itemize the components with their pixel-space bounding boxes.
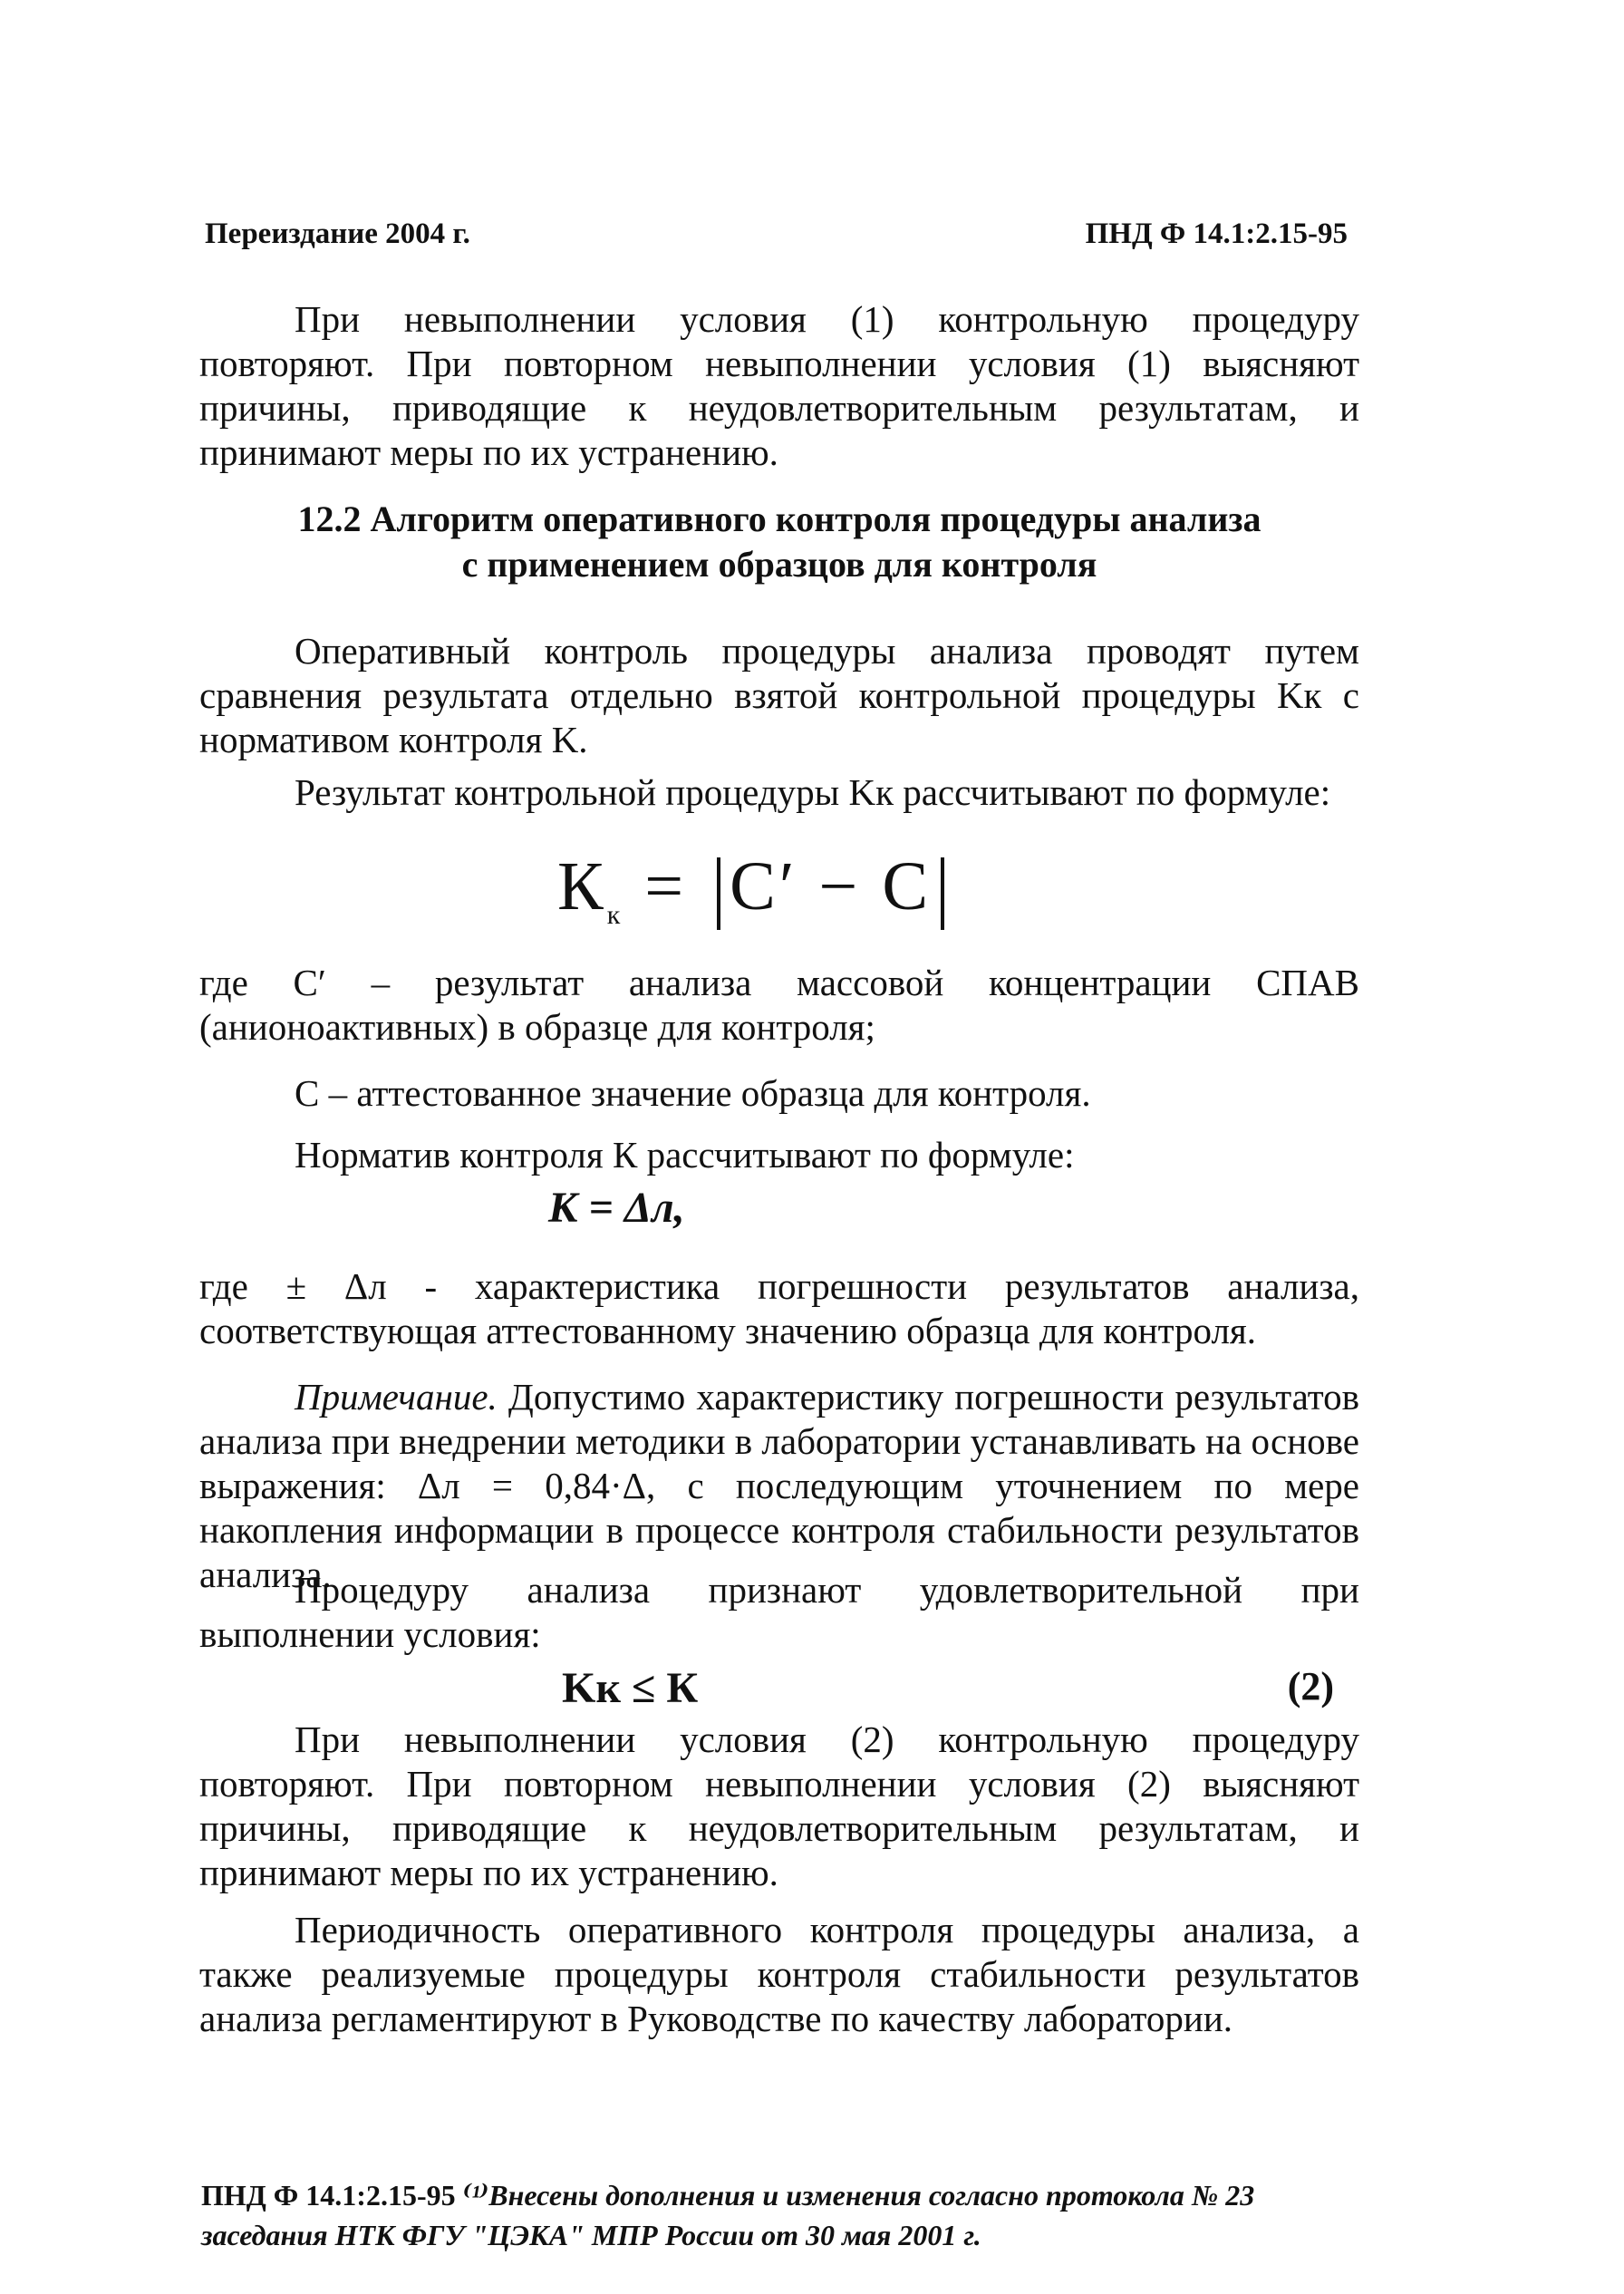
formula-kk [557, 847, 953, 931]
formula-kk-term2: С [882, 848, 933, 924]
equation-number-2: (2) [1287, 1664, 1334, 1708]
paragraph-control-result: Результат контрольной процедуры Kк рассчитывают по формуле: [295, 771, 1331, 813]
paragraph-where-c-prime: где С′ – результат анализа массовой концентрации СПАВ (анионоактивных) в образце для контроля; [199, 962, 1359, 1048]
footer-note-line-2: заседания НТК ФГУ "ЦЭКА" МПР России от 30 мая 2001 г. [201, 2219, 981, 2251]
abs-bar-right [941, 857, 944, 930]
paragraph-where-c: С – аттестованное значение образца для контроля. [295, 1072, 1091, 1114]
formula-kk-term1: С′ [730, 848, 798, 924]
paragraph-repeat-condition-1: При невыполнении условия (1) контрольную процедуру повторяют. При повторном невыполнении условия (1) выясняют причины, приводящие к неудовлетворительным результатам, и принимают меры по их устранению. [199, 298, 1359, 473]
footer-note [201, 2175, 1379, 2255]
paragraph-satisfactory-condition: Процедуру анализа признают удовлетворительной при выполнении условия: [199, 1569, 1359, 1655]
abs-bar-left [717, 857, 720, 930]
paragraph-repeat-condition-2: При невыполнении условия (2) контрольную процедуру повторяют. При повторном невыполнении условия (2) выясняют причины, приводящие к неудовлетворительным результатам, и принимают меры по их устранению. [199, 1718, 1359, 1893]
section-title-line-2: с применением образцов для контроля [461, 544, 1097, 585]
section-title [199, 497, 1359, 587]
paragraph-note [199, 1375, 1359, 1597]
header-document-code: ПНД Ф 14.1:2.15-95 [1085, 218, 1348, 250]
paragraph-norm-formula: Норматив контроля К рассчитывают по формуле: [295, 1134, 1075, 1176]
note-label: Примечание. [295, 1376, 498, 1418]
paragraph-periodicity: Периодичность оперативного контроля процедуры анализа, а также реализуемые процедуры контроля стабильности результатов анализа регламентируют в Руководстве по качеству лаборатории. [199, 1909, 1359, 2039]
formula-kk-equals: = [644, 848, 688, 924]
formula-kk-lhs: К [557, 848, 607, 924]
section-title-line-1: 12.2 Алгоритм оперативного контроля процедуры анализа [297, 498, 1262, 539]
formula-condition-2: Kк ≤ К [562, 1664, 699, 1712]
paragraph-where-delta: где ± Δл - характеристика погрешности результатов анализа, соответствующая аттестованному значению образца для контроля. [199, 1265, 1359, 1351]
formula-kk-minus: − [818, 848, 862, 924]
note-text: Допустимо характеристику погрешности результатов анализа при внедрении методики в лаборатории устанавливать на основе выражения: Δл = 0,84·Δ, с последующим уточнением по мере накопления информации в процессе контроля стабильности результатов анализа. [199, 1376, 1359, 1595]
formula-k-norm: К = Δл, [548, 1184, 685, 1232]
header-edition: Переиздание 2004 г. [205, 218, 470, 250]
footer-document-code: ПНД Ф 14.1:2.15-95 [201, 2179, 456, 2212]
footer-note-line-1: ⁽¹⁾Внесены дополнения и изменения согласно протокола № 23 [462, 2179, 1255, 2212]
paragraph-operative-control: Оперативный контроль процедуры анализа проводят путем сравнения результата отдельно взятой контрольной процедуры Kк с нормативом контроля K. [199, 630, 1359, 760]
formula-kk-subscript: к [606, 900, 624, 931]
